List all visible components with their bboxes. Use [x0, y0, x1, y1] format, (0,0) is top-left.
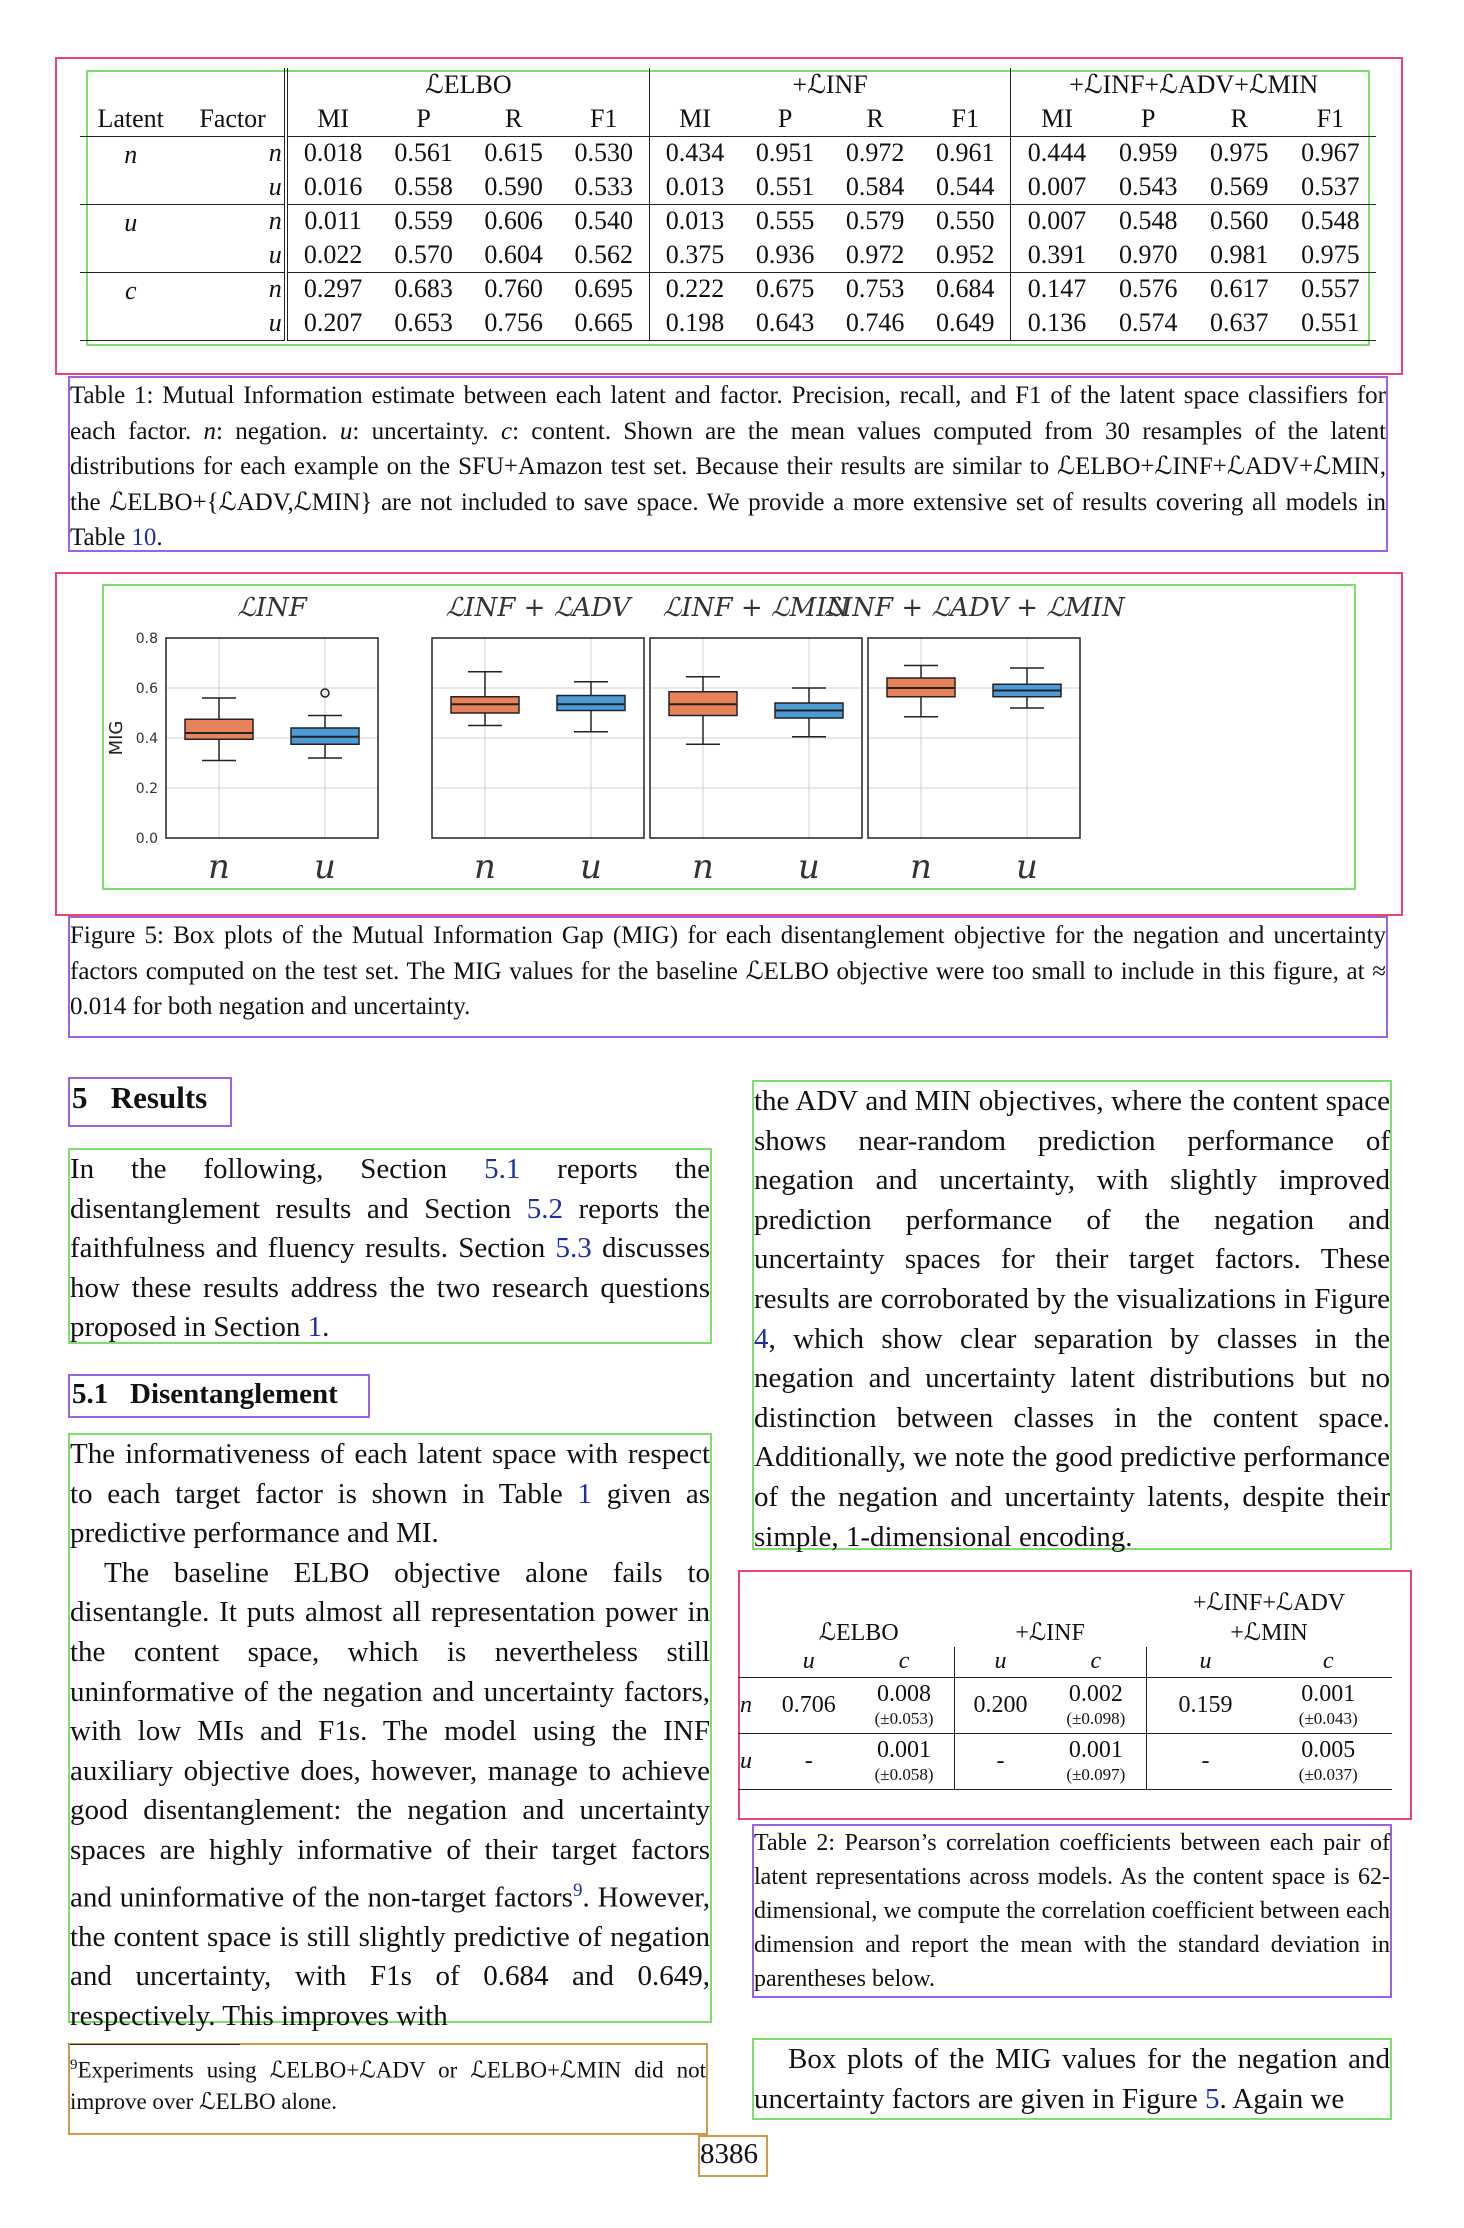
t2-cell — [763, 1677, 854, 1733]
t1-cell: 0.695 — [559, 272, 650, 306]
right-paragraph — [754, 1082, 1390, 1557]
t1-factor: u — [268, 239, 282, 269]
t2-subcol: u — [1146, 1647, 1265, 1677]
t2-sd: (±0.098) — [1066, 1708, 1126, 1728]
t2-value: - — [996, 1747, 1005, 1774]
t1-group-0: ℒELBO — [424, 70, 512, 99]
t2-value: - — [1201, 1747, 1210, 1774]
t1-factor: n — [181, 204, 285, 238]
t2-value: 0.005 — [1301, 1736, 1356, 1763]
t2-row — [738, 1733, 1392, 1789]
t1-factor: u — [268, 171, 282, 201]
t1-cell: 0.643 — [740, 306, 830, 340]
t1-cell: 0.753 — [830, 272, 920, 306]
t1-body — [80, 136, 1376, 340]
t1-metric: R — [866, 103, 884, 133]
t1-cell: 0.548 — [1285, 204, 1376, 238]
t1-cell: 0.207 — [286, 306, 379, 340]
fn-expr: ℒELBO+ℒMIN — [470, 2057, 622, 2083]
y-tick-label: 0.4 — [135, 731, 158, 747]
t1-metric: P — [416, 103, 431, 133]
t1-group-1: +ℒINF — [792, 70, 868, 99]
t1-metric: F1 — [1316, 103, 1345, 133]
t1-cell: 0.970 — [1118, 239, 1178, 269]
footnote — [70, 2050, 706, 2117]
x-tick-label: u — [580, 847, 602, 887]
t1-metric: F1 — [951, 103, 979, 133]
t1-factor: u — [181, 306, 285, 340]
t1-row — [80, 306, 1376, 340]
s5-text: . — [322, 1311, 330, 1344]
panel-title: ℒINF + ℒMIN — [662, 593, 850, 623]
t2-cell — [763, 1733, 854, 1789]
t1-cell: 0.584 — [845, 171, 905, 201]
section52-link[interactable]: 5.2 — [526, 1192, 563, 1225]
t1-cell: 0.959 — [1103, 136, 1194, 170]
t1-cell: 0.606 — [469, 204, 559, 238]
figure5-caption — [70, 918, 1386, 1025]
t2-cell — [1146, 1733, 1265, 1789]
t1-factor: n — [181, 272, 285, 306]
t2-group-0: ℒELBO — [818, 1619, 899, 1646]
t1-cell: 0.562 — [574, 239, 633, 269]
t1-cell: 0.967 — [1285, 136, 1376, 170]
footnote9-link[interactable]: 9 — [572, 1879, 583, 1901]
cap1-text: are not included to save space. We provide a more extensive set of results covering all models in Table — [70, 488, 1386, 551]
t2-cell — [854, 1733, 954, 1789]
figure5-boxplots — [104, 586, 1354, 888]
t1-group-2: +ℒINF+ℒADV+ℒMIN — [1069, 70, 1319, 99]
y-axis-label: MIG — [106, 720, 127, 756]
t1-cell: 0.570 — [394, 239, 453, 269]
last-paragraph — [754, 2040, 1390, 2119]
panel-title: ℒINF — [237, 593, 307, 623]
rc-text: the ADV and MIN objectives, where the content space shows near-random prediction performance of negation and uncertainty, with slightly improved prediction performance of the negation and uncertainty spaces for their target factors. These results are corroborated by the visualizations in Figure — [754, 1085, 1390, 1315]
t1-row — [80, 204, 1376, 238]
t2-value: 0.001 — [1068, 1736, 1123, 1763]
t1-metric: MI — [649, 102, 740, 136]
t2-value: 0.002 — [1068, 1680, 1123, 1707]
t1-cell: 0.975 — [1301, 239, 1360, 269]
box-u — [557, 696, 625, 711]
cap1-c: c — [500, 417, 513, 445]
cap1-text: Table 1: Mutual Information estimate between each latent and factor. Precision, recall, and F1 of the latent space classifiers for each factor. — [70, 382, 1386, 445]
t1-cell: 0.297 — [286, 272, 379, 306]
s51-text: . However, the content space is still slightly predictive of negation and uncertainty, with F1s of 0.684 and 0.649, respectively. This improves with — [70, 1881, 711, 2032]
cap1-text: : negation. — [216, 417, 340, 445]
section51-paragraph — [70, 1435, 710, 2037]
s5-text: reports the disentanglement results and Section — [70, 1153, 710, 1225]
t2-sd: (±0.097) — [1066, 1764, 1126, 1784]
t1-cell: 0.683 — [379, 272, 469, 306]
t2-value: 0.159 — [1178, 1691, 1233, 1718]
t1-cell: 0.548 — [1103, 204, 1194, 238]
footnote-mark: 9 — [70, 2057, 78, 2073]
t1-col-factor: Factor — [199, 103, 266, 133]
cap5-text: for both negation and uncertainty. — [126, 993, 471, 1020]
t1-cell: 0.444 — [1011, 136, 1103, 170]
t1-cell: 0.559 — [379, 204, 469, 238]
fn-text: did not improve over — [70, 2057, 706, 2114]
t1-row — [80, 238, 1376, 272]
s5-text: reports the faithfulness and fluency results. Section — [70, 1192, 710, 1265]
t1-cell: 0.576 — [1103, 272, 1194, 306]
t1-cell: 0.022 — [286, 238, 379, 272]
t1-cell: 0.551 — [755, 171, 815, 201]
s51-text: The baseline ELBO objective alone fails to disentangle. It puts almost all representation power in the content space, which is nevertheless still uninformative of the negation and uncertainty factors, with low MIs and F1s. The model using the INF auxiliary objective does, however, manage to achieve good disentanglement: the negation and uncertainty spaces are highly informative of their target factors and uninformative of the non-target factors — [70, 1556, 710, 1914]
t1-factor: n — [181, 136, 285, 170]
cap1-text: : content. Shown are the mean values computed from 30 resamples of the latent distributions for each example on the SFU+Amazon test set. Because their results are similar to — [70, 417, 1387, 480]
t2-cell — [954, 1677, 1046, 1733]
t1-cell: 0.684 — [920, 272, 1011, 306]
t2-body — [738, 1677, 1392, 1789]
cap5-text: Figure 5: Box plots of the Mutual Information Gap (MIG) for each disentanglement objective for the negation and uncertainty factors computed on the test set. The MIG values for the baseline — [70, 922, 1386, 985]
x-tick-label: u — [1016, 847, 1038, 887]
t2-subcol: c — [1322, 1648, 1334, 1675]
x-tick-label: n — [208, 847, 230, 887]
t1-row — [80, 136, 1376, 170]
t1-cell: 0.649 — [920, 306, 1011, 340]
t1-cell: 0.533 — [574, 171, 633, 201]
cap1-text: , the — [70, 453, 1386, 516]
panel-title: ℒINF + ℒADV — [445, 593, 631, 623]
t1-cell: 0.018 — [286, 136, 379, 170]
section51-heading: 5.1 Disentanglement — [72, 1378, 338, 1410]
t1-cell: 0.579 — [830, 204, 920, 238]
y-tick-label: 0.2 — [135, 781, 158, 797]
t1-cell: 0.760 — [469, 272, 559, 306]
x-tick-label: n — [692, 847, 714, 887]
t1-cell: 0.551 — [1285, 306, 1376, 340]
table10-link[interactable]: 10 — [131, 524, 157, 551]
t1-latent: u — [80, 204, 181, 238]
t1-cell: 0.557 — [1285, 272, 1376, 306]
t1-cell: 0.198 — [649, 306, 740, 340]
figure5-link[interactable]: 5 — [1204, 2082, 1220, 2115]
t1-cell: 0.637 — [1194, 306, 1285, 340]
t2-value: - — [804, 1747, 813, 1774]
cap1-expr: ℒELBO+{ℒADV,ℒMIN} — [109, 488, 373, 516]
t1-cell: 0.016 — [286, 170, 379, 204]
t1-cell: 0.951 — [740, 136, 830, 170]
t1-cell: 0.434 — [649, 136, 740, 170]
t1-cell: 0.746 — [830, 306, 920, 340]
t2-sd: (±0.037) — [1298, 1764, 1358, 1784]
cap5-text: objective were too small to include in this figure, at — [828, 957, 1373, 985]
t1-cell: 0.007 — [1011, 170, 1103, 204]
y-tick-label: 0.0 — [135, 831, 158, 847]
section5-paragraph — [70, 1150, 710, 1348]
fn-text: Experiments using — [77, 2057, 270, 2083]
t2-row — [738, 1677, 1392, 1733]
t1-metric: MI — [1011, 102, 1103, 136]
t1-row — [80, 272, 1376, 306]
t1-cell: 0.972 — [830, 136, 920, 170]
t1-cell: 0.590 — [484, 171, 543, 201]
t2-value: 0.200 — [973, 1691, 1028, 1718]
t1-cell: 0.222 — [649, 272, 740, 306]
t1-latent: n — [80, 136, 181, 170]
cap1-expr: ℒELBO+ℒINF+ℒADV+ℒMIN — [1057, 453, 1380, 480]
t2-subcol: u — [954, 1647, 1046, 1677]
t1-cell: 0.665 — [559, 306, 650, 340]
t2-row-label: n — [738, 1677, 763, 1733]
rc-text: , which show clear separation by classes in the negation and uncertainty latent distributions but no distinction between classes in the content space. Additionally, we note the good predictive performance of the negation and uncertainty latents, despite their simple, 1-dimensional encoding. — [754, 1322, 1390, 1553]
t1-cell: 0.972 — [845, 239, 905, 269]
t2-cell — [1265, 1733, 1393, 1789]
t2-subcol: u — [802, 1648, 815, 1675]
t1-metric: MI — [286, 102, 379, 136]
t1-cell: 0.981 — [1210, 239, 1269, 269]
t2-value: 0.001 — [877, 1736, 932, 1763]
t2-sd: (±0.053) — [874, 1708, 934, 1728]
panel-title: ℒINF + ℒADV + ℒMIN — [823, 593, 1125, 623]
t1-cell: 0.013 — [649, 204, 740, 238]
s51-text: The informativeness of each latent space with respect to each target factor is shown in Table — [70, 1438, 710, 1510]
t1-latent — [80, 238, 181, 272]
t2-sd: (±0.043) — [1298, 1708, 1358, 1728]
s5-text: discusses how these results address the two research questions proposed in Section — [70, 1232, 710, 1344]
t1-cell: 0.540 — [559, 204, 650, 238]
t1-cell: 0.550 — [920, 204, 1011, 238]
t1-cell: 0.961 — [920, 136, 1011, 170]
table2-caption: Table 2: Pearson’s correlation coefficients between each pair of latent representations across models. As the content space is 62-dimensional, we compute the correlation coefficient between each dimension and report the mean with the standard deviation in parentheses below. — [754, 1830, 1390, 1992]
t1-cell: 0.011 — [286, 204, 379, 238]
t2-cell — [854, 1677, 954, 1733]
y-tick-label: 0.8 — [135, 631, 158, 647]
s51-para1 — [70, 1435, 710, 1554]
x-tick-label: u — [798, 847, 820, 887]
table1 — [80, 68, 1376, 341]
t1-cell: 0.543 — [1118, 171, 1178, 201]
cap5-expr: ℒELBO — [745, 957, 829, 985]
t1-cell: 0.617 — [1194, 272, 1285, 306]
x-tick-label: n — [474, 847, 496, 887]
t1-cell: 0.560 — [1194, 204, 1285, 238]
table1-caption — [70, 378, 1386, 556]
fn-expr: ℒELBO+ℒADV — [269, 2057, 426, 2083]
t1-cell: 0.952 — [936, 239, 995, 269]
cap5-approx: ≈ 0.014 — [70, 957, 1386, 1020]
t2-value: 0.008 — [877, 1680, 932, 1707]
t2-value: 0.001 — [1301, 1680, 1356, 1707]
t1-cell: 0.555 — [740, 204, 830, 238]
t1-cell: 0.561 — [379, 136, 469, 170]
t1-latent: c — [80, 272, 181, 306]
t1-latent — [80, 306, 181, 340]
x-tick-label: u — [314, 847, 336, 887]
t2-group-1: +ℒINF — [1015, 1619, 1085, 1646]
t1-cell: 0.391 — [1011, 238, 1103, 272]
box-n — [185, 719, 253, 739]
t2-subcol: c — [1090, 1648, 1102, 1675]
s51-text: given as predictive performance and MI. — [70, 1477, 710, 1550]
t2-value: 0.706 — [781, 1691, 836, 1718]
t1-metric: R — [1230, 103, 1248, 133]
fn-text: or — [425, 2057, 471, 2083]
t1-cell: 0.569 — [1210, 171, 1269, 201]
figure4-link[interactable]: 4 — [754, 1322, 769, 1355]
t2-cell — [1265, 1677, 1393, 1733]
t1-cell: 0.147 — [1011, 272, 1103, 306]
lp-text: Box plots of the MIG values for the negation and uncertainty factors are given in Figure — [754, 2043, 1390, 2115]
section5-heading: 5 Results — [72, 1080, 208, 1115]
cap1-n: n — [203, 417, 217, 445]
section1-link[interactable]: 1 — [307, 1311, 323, 1344]
t2-subcol: c — [898, 1648, 910, 1675]
t2-cell — [954, 1733, 1046, 1789]
t1-metric: R — [504, 103, 523, 133]
t2-cell — [1046, 1733, 1146, 1789]
t2-group-2: +ℒINF+ℒADV — [1192, 1590, 1346, 1616]
cap1-u: u — [339, 417, 353, 445]
t1-cell: 0.756 — [469, 306, 559, 340]
table1-link[interactable]: 1 — [577, 1477, 592, 1510]
x-tick-label: n — [910, 847, 932, 887]
t1-cell: 0.375 — [649, 238, 740, 272]
t1-row — [80, 170, 1376, 204]
t1-latent — [80, 170, 181, 204]
t1-cell: 0.544 — [936, 171, 995, 201]
t1-cell: 0.007 — [1011, 204, 1103, 238]
cap1-text: . — [156, 524, 163, 551]
t1-cell: 0.975 — [1194, 136, 1285, 170]
t1-cell: 0.653 — [379, 306, 469, 340]
s5-text: In the following, Section — [70, 1153, 485, 1185]
y-tick-label: 0.6 — [135, 681, 158, 697]
t2-cell — [1146, 1677, 1265, 1733]
s51-para2 — [70, 1554, 710, 2037]
t1-cell: 0.530 — [559, 136, 650, 170]
t1-metric: F1 — [590, 103, 618, 133]
t1-cell: 0.136 — [1011, 306, 1103, 340]
t1-col-latent: Latent — [97, 103, 164, 133]
footnote-rule — [70, 2044, 240, 2045]
section53-link[interactable]: 5.3 — [555, 1232, 592, 1265]
t1-cell: 0.558 — [394, 171, 453, 201]
t1-cell: 0.537 — [1301, 171, 1360, 201]
t1-cell: 0.013 — [649, 170, 740, 204]
table2 — [738, 1588, 1392, 1790]
t1-cell: 0.604 — [484, 239, 543, 269]
t1-metric: P — [777, 103, 793, 133]
t2-sd: (±0.058) — [874, 1764, 934, 1784]
t1-metric: P — [1140, 103, 1156, 133]
cap1-text: : uncertainty. — [352, 417, 501, 445]
t2-group-3: +ℒMIN — [1230, 1619, 1308, 1646]
t2-cell — [1046, 1677, 1146, 1733]
t1-cell: 0.675 — [740, 272, 830, 306]
t2-row-label: u — [738, 1733, 763, 1789]
section51-link[interactable]: 5.1 — [484, 1153, 521, 1185]
t1-cell: 0.615 — [469, 136, 559, 170]
lp-text: . Again we — [1219, 2082, 1345, 2115]
fn-expr: ℒELBO — [199, 2088, 276, 2114]
t1-cell: 0.574 — [1103, 306, 1194, 340]
t1-cell: 0.936 — [755, 239, 815, 269]
fn-text: alone. — [275, 2088, 337, 2114]
page-number: 8386 — [700, 2138, 758, 2170]
